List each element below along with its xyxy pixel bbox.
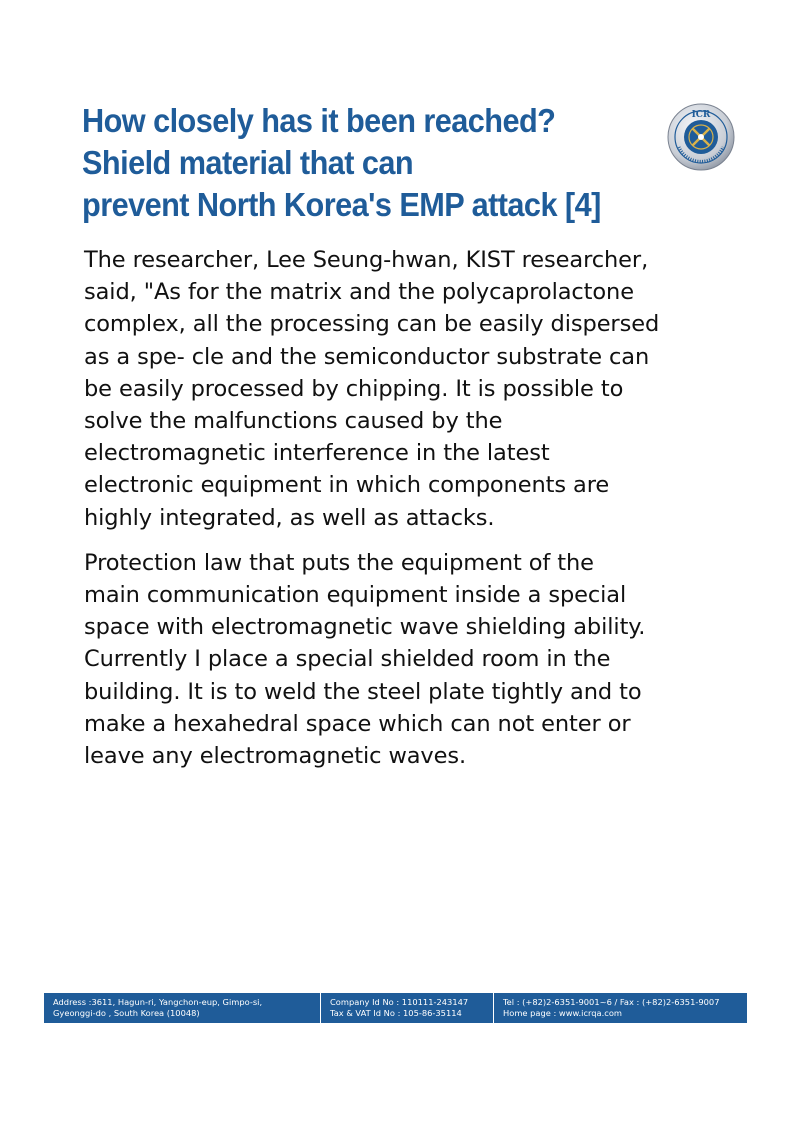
document-title [82,100,621,226]
footer-company-ids [320,993,493,1023]
phone-fax: Tel : (+82)2-6351-9001~6 / Fax : (+82)2-6351-9007 [503,997,720,1007]
footer-bar [44,993,747,1023]
logo-text: ICR [691,110,711,120]
icr-emblem-icon [667,103,735,171]
text-line: be easily processed by chipping. It is possible to [84,375,624,402]
text-line: leave any electromagnetic waves. [84,743,467,770]
paragraph-1 [84,244,724,534]
text-line: as a spe- cle and the semiconductor substrate can [84,343,650,370]
text-line: make a hexahedral space which can not enter or [84,710,631,737]
text-line: The researcher, Lee Seung-hwan, KIST researcher, [84,247,649,273]
text-line: building. It is to weld the steel plate tightly and to [84,678,642,705]
paragraph-2 [84,547,724,772]
company-id: Company Id No : 110111-243147 [330,997,469,1007]
text-line: highly integrated, as well as attacks. [84,504,495,531]
footer-contact [493,993,747,1023]
text-line: Currently I place a special shielded room in the [84,646,611,673]
text-line: solve the malfunctions caused by the [84,408,503,435]
text-line: main communication equipment inside a special [84,582,627,609]
footer-address [44,993,320,1023]
article-body [84,244,724,772]
text-line: Protection law that puts the equipment of the [84,549,594,576]
text-line: space with electromagnetic wave shielding ability. [84,614,646,641]
address-line-2: Gyeonggi-do , South Korea (10048) [53,1008,200,1018]
tax-id: Tax & VAT Id No : 105-86-35114 [330,1008,462,1018]
text-line: said, "As for the matrix and the polycaprolactone [84,279,634,306]
text-line: complex, all the processing can be easily dispersed [84,311,660,338]
address-line-1: Address :3611, Hagun-ri, Yangchon-eup, Gimpo-si, [53,997,263,1007]
title-line-3: prevent North Korea's EMP attack [4] [82,186,601,223]
text-line: electromagnetic interference in the latest [84,440,550,467]
homepage-link[interactable]: Home page : www.icrqa.com [503,1008,623,1018]
title-line-1: How closely has it been reached? [82,102,556,139]
title-line-2: Shield material that can [82,144,414,181]
text-line: electronic equipment in which components are [84,472,610,499]
